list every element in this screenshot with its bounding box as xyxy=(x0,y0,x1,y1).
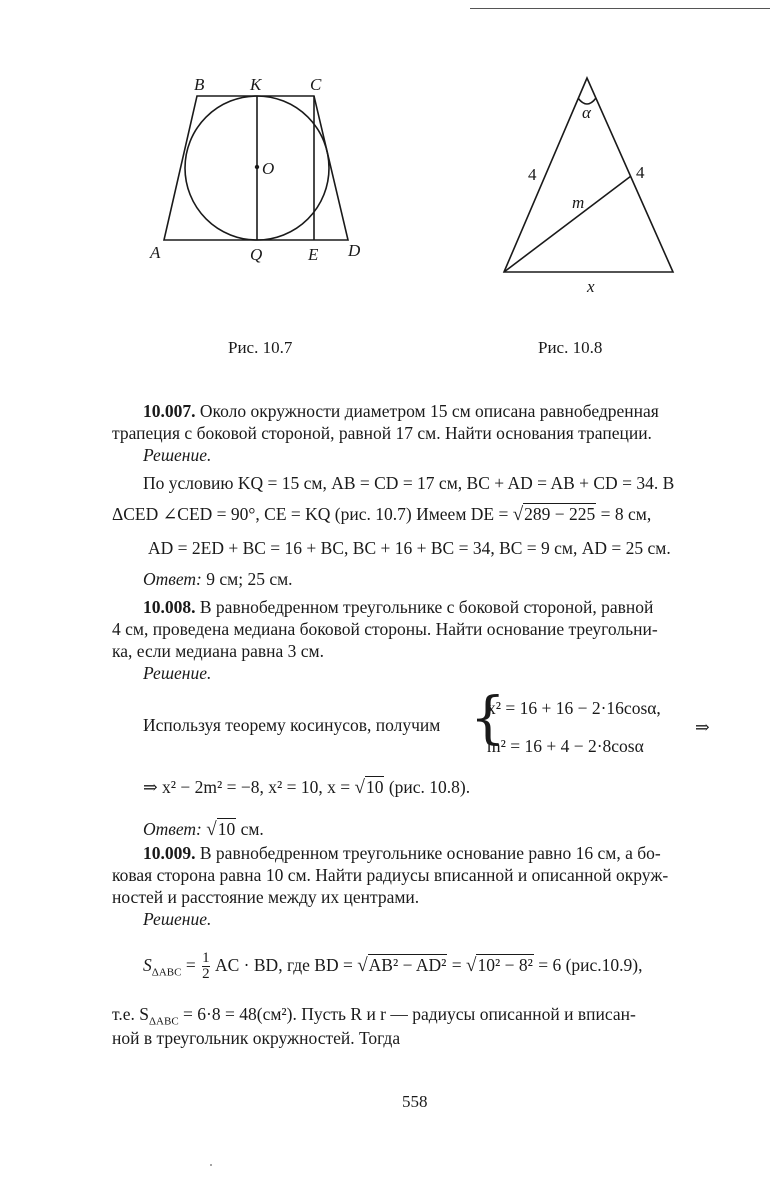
page-number: 558 xyxy=(402,1092,428,1111)
p10009-line1: 10.009. В равнобедренном треугольнике основание равно 16 см, а бо- xyxy=(143,843,661,863)
p10008-line5: ⇒ x² − 2m² = −8, x² = 10, x = √10 (рис. 10.8). xyxy=(143,777,471,798)
p10009-line5: ной в треугольник окружностей. Тогда xyxy=(112,1028,401,1048)
implies-arrow: ⇒ xyxy=(695,717,710,737)
label-alpha: α xyxy=(582,103,591,122)
p10009-area-formula: $S_{\Delta ABC}$ = $\frac{1}{2}$ AC · BD, где BD = √AB² − AD² = √10² − 8² = 6 (рис.10.9), xyxy=(143,950,643,983)
sqrt-ab-ad: AB² − AD² xyxy=(368,955,447,975)
p10007-line3: По условию KQ = 15 см, AB = CD = 17 см, BC + AD = AB + CD = 34. В xyxy=(143,473,675,493)
problem-number: 10.009. xyxy=(143,843,196,863)
p10009-line2: ковая сторона равна 10 см. Найти радиусы вписанной и описанной окруж- xyxy=(112,865,669,885)
scan-speck xyxy=(210,1164,212,1166)
p10007-line4: ΔCED ∠CED = 90°, CE = KQ (рис. 10.7) Имеем DE = √289 − 225 = 8 см, xyxy=(112,504,652,525)
p10008-answer: Ответ: √10 см. xyxy=(143,819,264,840)
system-eq2: m² = 16 + 4 − 2·8cosα xyxy=(487,736,644,756)
sqrt-289-225: 289 − 225 xyxy=(524,504,596,524)
label-b: B xyxy=(194,75,205,94)
system-brace: { xyxy=(470,686,506,751)
label-k: K xyxy=(250,75,262,94)
fraction-one-half: $\frac{1}{2}$ xyxy=(202,950,210,983)
p10009-line3: ностей и расстояние между их центрами. xyxy=(112,887,420,907)
problem-number: 10.008. xyxy=(143,597,196,617)
p10008-line4: Используя теорему косинусов, получим xyxy=(143,715,441,735)
p10008-line2: 4 см, проведена медиана боковой стороны. Найти основание треугольни- xyxy=(112,619,658,639)
p10007-answer: Ответ: 9 см; 25 см. xyxy=(143,569,293,589)
label-side-right: 4 xyxy=(636,163,645,182)
caption-fig-10-8: Рис. 10.8 xyxy=(538,338,603,357)
p10007-solution-label: Решение. xyxy=(143,445,212,465)
label-median: m xyxy=(572,193,585,212)
sqrt-10-8: 10² − 8² xyxy=(477,955,533,975)
figure-10-7 xyxy=(140,70,380,270)
label-base: x xyxy=(587,277,595,296)
caption-fig-10-7: Рис. 10.7 xyxy=(228,338,293,357)
p10008-line3: ка, если медиана равна 3 см. xyxy=(112,641,324,661)
sqrt-10: 10 xyxy=(365,777,384,797)
p10007-line5: AD = 2ED + BC = 16 + BC, BC + 16 + BC = 34, BC = 9 см, AD = 25 см. xyxy=(148,538,671,558)
center-point xyxy=(255,165,259,169)
label-a: A xyxy=(150,243,161,262)
p10009-line4: т.е. $S_{\Delta ABC} = 6\cdot 8 = 48(см^2)$. Пусть R и r — радиусы описанной и вписан- xyxy=(112,1004,636,1028)
p10007-line2: трапеция с боковой стороной, равной 17 см. Найти основания трапеции. xyxy=(112,423,652,443)
top-rule xyxy=(470,8,770,9)
label-c: C xyxy=(310,75,322,94)
system-eq1: x² = 16 + 16 − 2·16cosα, xyxy=(487,698,661,718)
label-d: D xyxy=(348,241,361,260)
label-e: E xyxy=(308,245,319,264)
p10008-solution-label: Решение. xyxy=(143,663,212,683)
p10009-solution-label: Решение. xyxy=(143,909,212,929)
p10008-line1: 10.008. В равнобедренном треугольнике с боковой стороной, равной xyxy=(143,597,654,617)
label-side-left: 4 xyxy=(528,165,537,184)
problem-number: 10.007. xyxy=(143,401,196,421)
p10007-line1: 10.007. Около окружности диаметром 15 см описана равнобедренная xyxy=(143,401,659,421)
label-o: O xyxy=(262,159,275,178)
label-q: Q xyxy=(250,245,263,264)
figure-10-8 xyxy=(490,70,690,300)
median-m xyxy=(504,176,631,272)
